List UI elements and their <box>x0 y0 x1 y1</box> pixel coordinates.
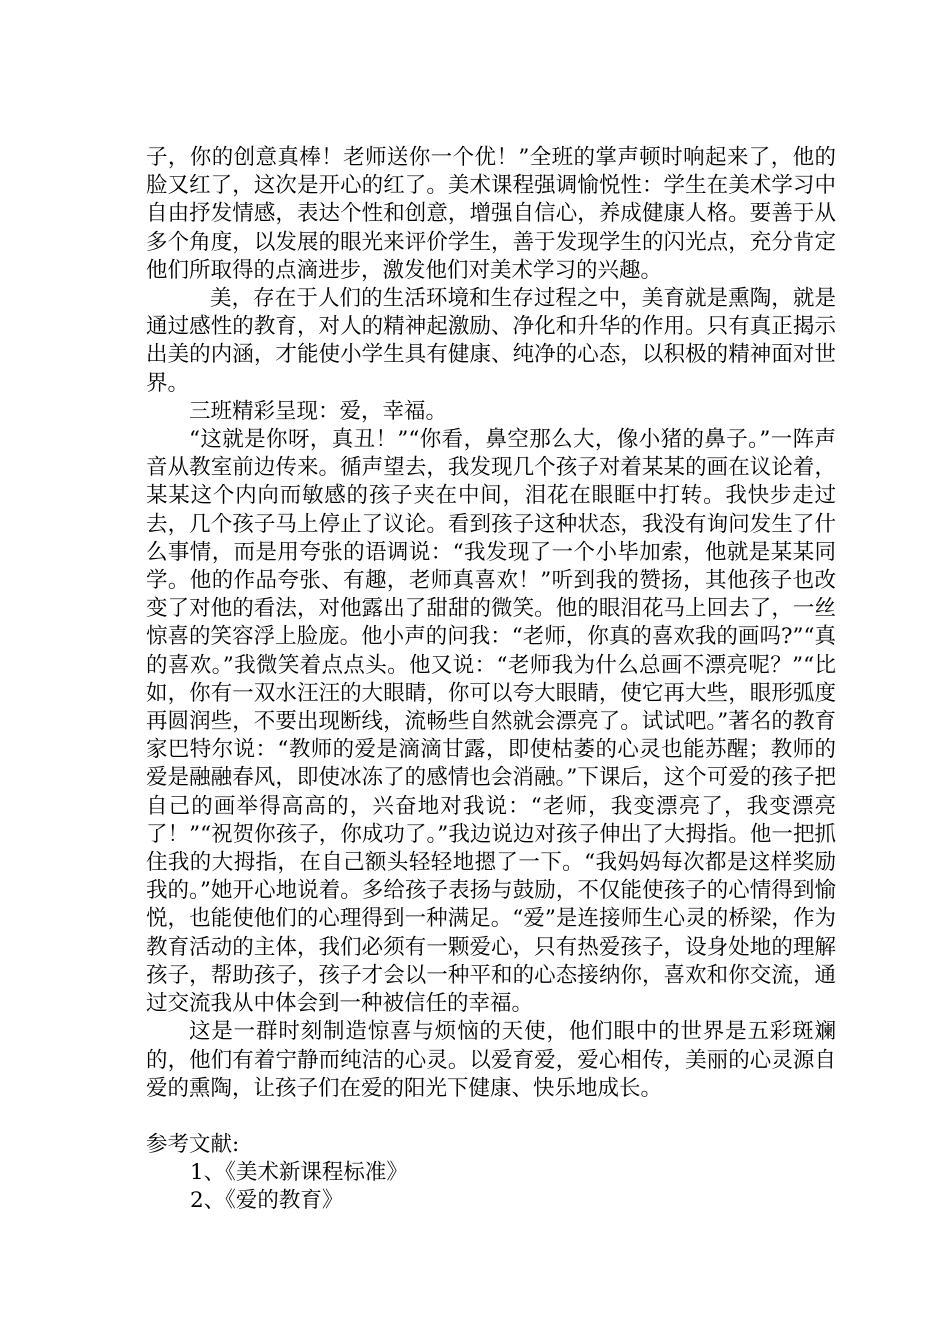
references-title: 参考文献: <box>146 1131 240 1157</box>
paragraph-conclusion: 这是一群时刻制造惊喜与烦恼的天使，他们眼中的世界是五彩斑斓的，他们有着宁静而纯洁的心灵。以爱育爱，爱心相传，美丽的心灵源自爱的熏陶，让孩子们在爱的阳光下健康、快乐地成长。 <box>146 1019 836 1101</box>
paragraph-story-love: “这就是你呀，真丑！”“你看，鼻空那么大，像小猪的鼻子。”一阵声音从教室前边传来。循声望去，我发现几个孩子对着某某的画在议论着，某某这个内向而敏感的孩子夹在中间，泪花在眼眶中打转。我快步走过去，几个孩子马上停止了议论。看到孩子这种状态，我没有询问发生了什么事情，而是用夸张的语调说：“我发现了一个小毕加索，他就是某某同学。他的作品夸张、有趣，老师真喜欢！”听到我的赞扬，其他孩子也改变了对他的看法，对他露出了甜甜的微笑。他的眼泪花马上回去了，一丝惊喜的笑容浮上脸庞。他小声的问我：“老师，你真的喜欢我的画吗?”“真的喜欢。”我微笑着点点头。他又说：“老师我为什么总画不漂亮呢？”“比如，你有一双水汪汪的大眼睛，你可以夸大眼睛，使它再大些，眼形弧度再圆润些，不要出现断线，流畅些自然就会漂亮了。试试吧。”著名的教育家巴特尔说：“教师的爱是滴滴甘露，即使枯萎的心灵也能苏醒；教师的爱是融融春风，即使冰冻了的感情也会消融。”下课后，这个可爱的孩子把自己的画举得高高的，兴奋地对我说：“老师，我变漂亮了，我变漂亮了！”“祝贺你孩子，你成功了。”我边说边对孩子伸出了大拇指。他一把抓住我的大拇指，在自己额头轻轻地摁了一下。“我妈妈每次都是这样奖励我的。”她开心地说着。多给孩子表扬与鼓励，不仅能使孩子的心情得到愉悦，也能使他们的心理得到一种满足。“爱”是连接师生心灵的桥梁，作为教育活动的主体，我们必须有一颗爱心，只有热爱孩子，设身处地的理解孩子，帮助孩子，孩子才会以一种平和的心态接纳你，喜欢和你交流，通过交流我从中体会到一种被信任的幸福。 <box>146 427 836 1017</box>
reference-item: 1、《美术新课程标准》 <box>190 1160 408 1186</box>
section-heading-class-three: 三班精彩呈现：爱，幸福。 <box>189 398 448 424</box>
paragraph-aesthetic-education: 美，存在于人们的生活环境和生存过程之中，美育就是熏陶，就是通过感性的教育，对人的精神起激励、净化和升华的作用。只有真正揭示出美的内涵，才能使小学生具有健康、纯净的心态，以积极的精神面对世界。 <box>146 286 836 396</box>
document-page <box>146 144 836 1216</box>
reference-item: 2、《爱的教育》 <box>190 1188 344 1214</box>
spacer <box>146 1103 836 1131</box>
paragraph-creativity-praise: 子，你的创意真棒！老师送你一个优！”全班的掌声顿时响起来了，他的脸又红了，这次是开心的红了。美术课程强调愉悦性：学生在美术学习中自由抒发情感，表达个性和创意，增强自信心，养成健康人格。要善于从多个角度，以发展的眼光来评价学生，善于发现学生的闪光点，充分肯定他们所取得的点滴进步，激发他们对美术学习的兴趣。 <box>146 145 836 283</box>
